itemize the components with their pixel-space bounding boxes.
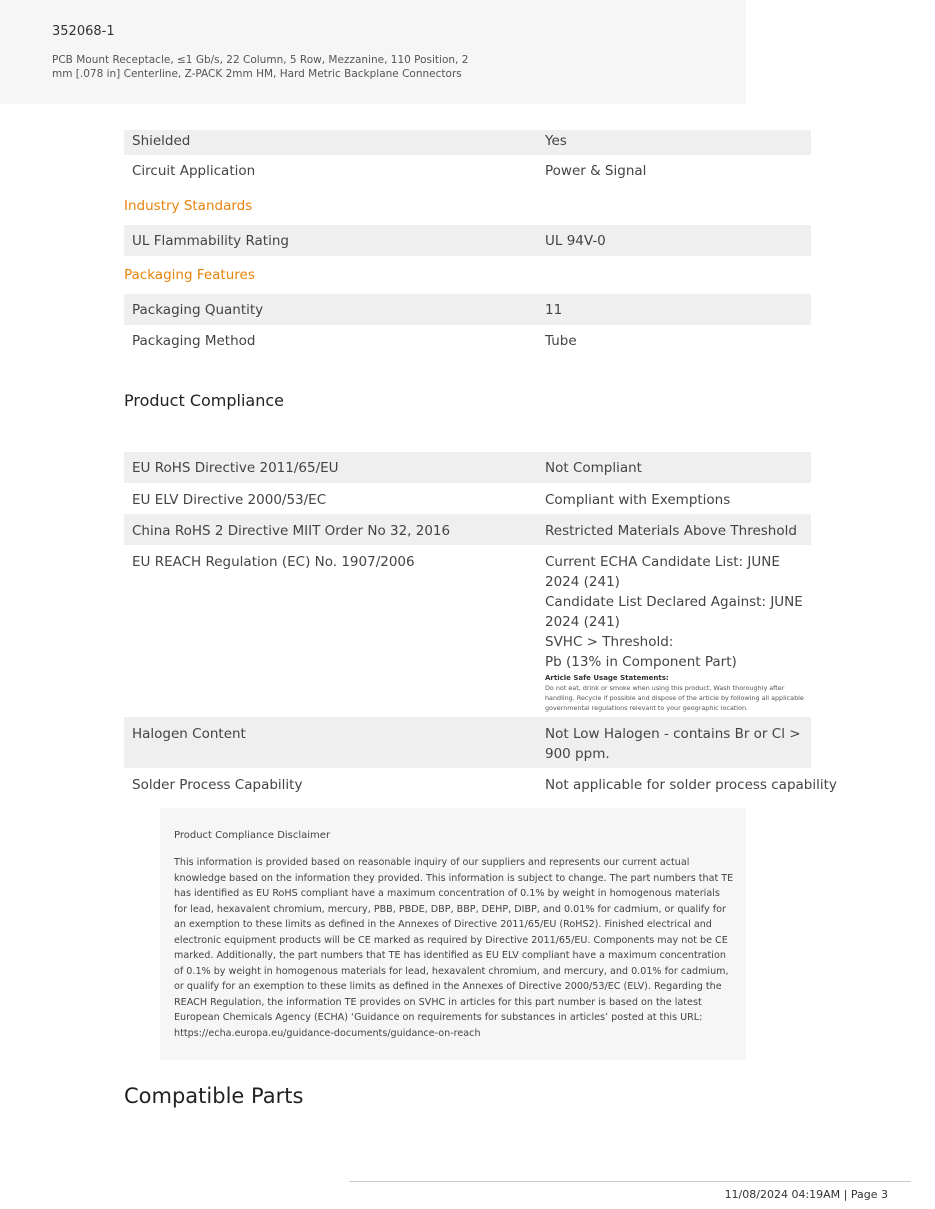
compliance-row-china-rohs: [124, 514, 811, 545]
feature-value: Power & Signal: [545, 163, 647, 179]
compliance-disclaimer: [160, 808, 746, 1060]
disclaimer-title: Product Compliance Disclaimer: [174, 830, 331, 841]
compliance-value: Not Low Halogen - contains Br or Cl > 900 ppm.: [545, 726, 801, 762]
feature-label: Packaging Method: [132, 333, 256, 349]
compliance-label: EU REACH Regulation (EC) No. 1907/2006: [132, 554, 415, 570]
safe-usage-title: Article Safe Usage Statements:: [545, 674, 669, 682]
part-header: [0, 0, 746, 104]
feature-label: Circuit Application: [132, 163, 256, 179]
compliance-row-eu-elv: [124, 483, 811, 514]
disclaimer-body: This information is provided based on reasonable inquiry of our suppliers and represents our current actual knowledge based on the information they provided. This information is subject to change. The part numbers that TE has identified as EU RoHS compliant have a maximum concentration of 0.1% by weight in homogenous materials for lead, hexavalent chromium, mercury, PBB, PBDE, DBP, BBP, DEHP, DIBP, and 0.01% for cadmium, or qualify for an exemption to these limits as defined in the Annexes of Directive 2011/65/EU (RoHS2). Finished electrical and electronic equipment products will be CE marked as required by Directive 2011/65/EU. Components may not be CE marked. Additionally, the part numbers that TE has identified as EU ELV compliant have a maximum concentration of 0.1% by weight in homogenous materials for lead, hexavalent chromium, and mercury, and 0.01% for cadmium, or qualify for an exemption to these limits as defined in the Annexes of Directive 2000/53/EC (ELV). Regarding the REACH Regulation, the information TE provides on SVHC in articles for this part number is based on the latest European Chemicals Agency (ECHA) ‘Guidance on requirements for substances in articles’ posted at this URL: https://echa.europa.eu/guidance-documents/guidance-on-reach: [174, 857, 734, 1039]
compliance-label: China RoHS 2 Directive MIIT Order No 32, 2016: [132, 523, 451, 539]
reach-svhc-substance: Pb (13% in Component Part): [545, 654, 737, 670]
compliance-value: Not Compliant: [545, 460, 642, 476]
feature-label: Packaging Quantity: [132, 302, 264, 318]
feature-row-ul-flammability: [124, 225, 811, 256]
compliance-value: Restricted Materials Above Threshold: [545, 523, 797, 539]
compliance-row-eu-reach: [124, 545, 811, 717]
feature-row-packaging-quantity: [124, 294, 811, 325]
feature-value: UL 94V-0: [545, 233, 606, 249]
packaging-features-heading: Packaging Features: [124, 267, 255, 283]
part-description: PCB Mount Receptacle, ≤1 Gb/s, 22 Column, 5 Row, Mezzanine, 110 Position, 2 mm [.078 in] Centerline, Z-PACK 2mm HM, Hard Metric Backplane Connectors: [52, 54, 469, 80]
reach-candidate-list: Current ECHA Candidate List: JUNE 2024 (241): [545, 554, 780, 590]
safe-usage-body: Do not eat, drink or smoke when using this product. Wash thoroughly after handling. Recycle if possible and dispose of the article by following all applicable governmental regulations relevant to your geographic location.: [545, 684, 804, 712]
feature-row-circuit-application: [124, 161, 811, 186]
industry-standards-heading: Industry Standards: [124, 198, 253, 214]
feature-label: UL Flammability Rating: [132, 233, 289, 249]
compliance-label: EU RoHS Directive 2011/65/EU: [132, 460, 339, 476]
reach-details: [545, 552, 807, 713]
compatible-parts-heading: Compatible Parts: [124, 1084, 304, 1108]
compliance-label: EU ELV Directive 2000/53/EC: [132, 492, 327, 508]
reach-svhc-threshold: SVHC > Threshold:: [545, 634, 674, 650]
compliance-value: Not applicable for solder process capability: [545, 777, 837, 793]
feature-value: 11: [545, 302, 563, 318]
footer-divider: [349, 1181, 911, 1182]
feature-value: Yes: [545, 133, 567, 149]
compliance-label: Halogen Content: [132, 726, 246, 742]
compliance-row-halogen: [124, 717, 811, 768]
compliance-label: Solder Process Capability: [132, 777, 303, 793]
feature-value: Tube: [545, 333, 577, 349]
compliance-row-eu-rohs: [124, 452, 811, 483]
feature-label: Shielded: [132, 133, 191, 149]
feature-row-packaging-method: [124, 331, 811, 356]
compliance-value: Compliant with Exemptions: [545, 492, 731, 508]
compliance-row-solder: [124, 768, 837, 799]
footer-timestamp-page: 11/08/2024 04:19AM | Page 3: [724, 1188, 888, 1201]
product-compliance-heading: Product Compliance: [124, 391, 285, 410]
feature-row-shielded: [124, 130, 811, 155]
reach-declared-against: Candidate List Declared Against: JUNE 2024 (241): [545, 594, 803, 630]
part-number: 352068-1: [52, 24, 115, 39]
